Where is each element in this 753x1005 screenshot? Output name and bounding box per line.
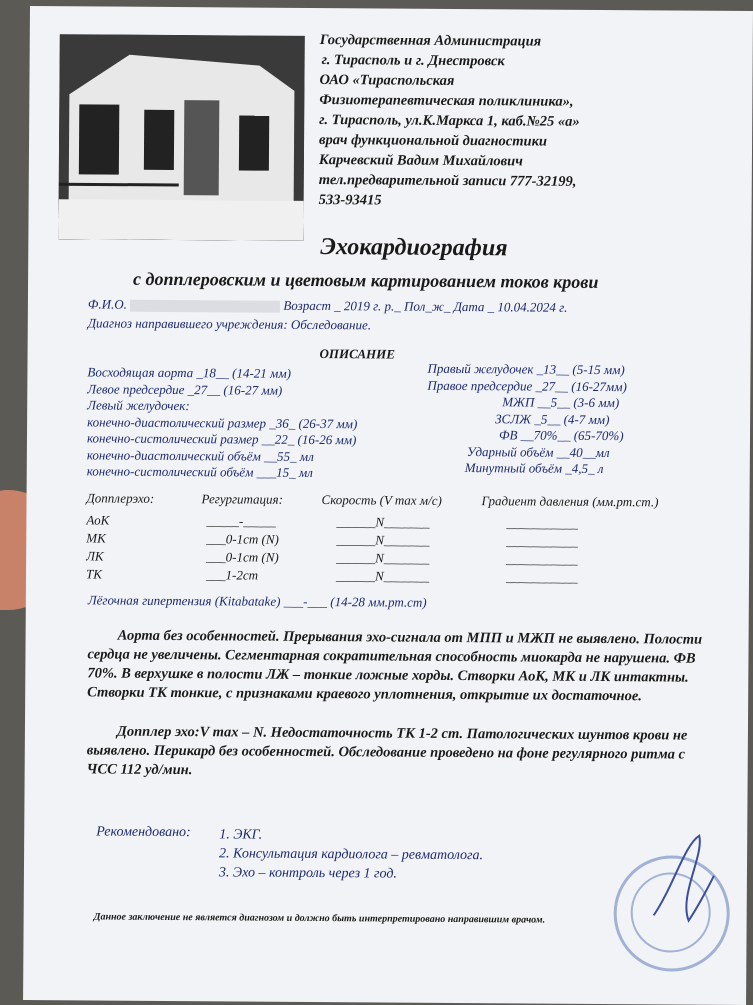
clinic-building-photo bbox=[58, 34, 304, 241]
recommendations-list bbox=[219, 825, 483, 884]
measure-item: Левое предсердие _27__ (16-27 мм) bbox=[87, 380, 283, 398]
doppler-col-header: Скорость (V max м/с) bbox=[321, 492, 442, 508]
grad-cell: ___________ bbox=[506, 515, 578, 531]
valve-cell: ТК bbox=[85, 566, 102, 582]
header-line: врач функциональной диагностики bbox=[319, 132, 548, 150]
measure-item: МЖП __5__ (3-6 мм) bbox=[502, 394, 620, 411]
header-line: Физиотерапевтическая поликлиника», bbox=[319, 92, 574, 110]
speed-cell: ______N_______ bbox=[336, 514, 430, 530]
header-line: Государственная Администрация bbox=[319, 32, 542, 50]
footer-disclaimer: Данное заключение не является диагнозом и должно быть интерпретировано направившим врачом. bbox=[93, 911, 546, 926]
speed-cell: ______N_______ bbox=[336, 532, 430, 548]
recommendation-item: 2. Консультация кардиолога – ревматолога. bbox=[219, 846, 484, 864]
section-heading: ОПИСАНИЕ bbox=[319, 346, 395, 362]
measure-item: Левый желудочек: bbox=[87, 397, 190, 414]
measure-item: конечно-диастолический объём __55_ мл bbox=[86, 446, 314, 464]
measure-item: Правый желудочек _13__ (5-15 мм) bbox=[427, 360, 625, 378]
measure-item: Восходящая аорта _18__ (14-21 мм) bbox=[87, 364, 292, 381]
right-measures bbox=[427, 361, 698, 478]
pulm-hypertension-line: Лёгочная гипертензия (Kitabatake) ___-___ (14-28 мм.рт.ст) bbox=[87, 592, 427, 610]
reg-cell: ___0-1cm (N) bbox=[206, 531, 279, 547]
doppler-table bbox=[86, 490, 727, 588]
conclusion-paragraph: Аорта без особенностей. Прерывания эхо-сигнала от МПП и МЖП не выявлено. Полости сердца не увеличены. Сегментарная сократительная способность миокарда не нарушена. ФВ 70%. В верхушке в полости ЛЖ – тонкие ложные хорды. Створки АоК, МК и ЛК интактны. Створки ТК тонкие, с признаками краевого уплотнения, открытие их достаточное. bbox=[87, 627, 703, 705]
speed-cell: ______N_______ bbox=[336, 550, 430, 566]
grad-cell: ___________ bbox=[506, 533, 578, 549]
valve-cell: АоК bbox=[86, 512, 110, 528]
header-line: 533-93415 bbox=[318, 192, 382, 209]
reg-cell: _____-_____ bbox=[206, 513, 276, 529]
doppler-col-header: Градиент давления (мм.рт.ст.) bbox=[481, 493, 659, 510]
measure-item: Ударный объём __40__мл bbox=[466, 443, 610, 460]
measure-item: ЗСЛЖ _5__ (4-7 мм) bbox=[495, 410, 610, 427]
speed-cell: ______N_______ bbox=[335, 568, 430, 584]
sex-field: Пол_ж_ bbox=[404, 298, 451, 314]
patient-line bbox=[88, 296, 568, 315]
recommendation-item: 3. Эхо – контроль через 1 год. bbox=[218, 865, 397, 882]
diagnosis-line: Диагноз направившего учреждения: Обследование. bbox=[87, 315, 372, 333]
reg-cell: ___0-1cm (N) bbox=[206, 549, 279, 565]
header-line: г. Тирасполь, ул.К.Маркса 1, каб.№25 «а» bbox=[319, 112, 580, 130]
measure-item: конечно-диастолический размер _36_ (26-37 мм) bbox=[87, 413, 358, 431]
page-title: Эхокардиография bbox=[320, 234, 508, 262]
header-line: ОАО «Тираспольская bbox=[319, 72, 455, 89]
header-line: тел.предварительной записи 777-32199, bbox=[318, 172, 577, 190]
measure-item: конечно-систолический объём ___15_ мл bbox=[86, 463, 313, 480]
reg-cell: ___1-2cm bbox=[205, 567, 259, 583]
age-field: Возраст _ 2019 г. р._ bbox=[283, 297, 401, 314]
document-page bbox=[23, 6, 753, 1005]
recommendation-item: 1. ЭКГ. bbox=[219, 827, 263, 843]
doppler-col-header: Допплерэхо: bbox=[86, 490, 155, 506]
page-subtitle: с допплеровским и цветовым картированием токов крови bbox=[133, 268, 599, 292]
doppler-col-header: Регургитация: bbox=[201, 491, 284, 507]
left-measures bbox=[87, 364, 358, 481]
measure-item: ФВ __70%__ (65-70%) bbox=[498, 427, 624, 444]
header-line: г. Тирасполь и г. Днестровск bbox=[321, 52, 505, 70]
conclusion-paragraph: Допплер эхо:V max – N. Недостаточность ТК 1-2 ст. Патологических шунтов крови не выявлено. Перикард без особенностей. Обследование проведено на фоне регулярного ритма с ЧСС 112 уд/мин. bbox=[86, 723, 688, 779]
grad-cell: ___________ bbox=[506, 551, 578, 567]
valve-cell: ЛК bbox=[86, 548, 104, 564]
measure-item: Правое предсердие _27__ (16-27мм) bbox=[427, 377, 627, 394]
fio-label: Ф.И.О. bbox=[87, 296, 127, 312]
valve-cell: МК bbox=[86, 530, 106, 546]
header-line: Карчевский Вадим Михайлович bbox=[318, 152, 523, 170]
redacted-name bbox=[130, 300, 280, 313]
clinic-header bbox=[319, 30, 581, 212]
recommendations-label: Рекомендовано: bbox=[96, 824, 191, 841]
signature bbox=[644, 825, 725, 936]
grad-cell: ___________ bbox=[505, 569, 578, 585]
measure-item: конечно-систолический размер __22_ (16-26 мм) bbox=[86, 430, 357, 448]
measure-item: Минутный объём _4,5_ л bbox=[464, 460, 604, 477]
date-field: Дата _ 10.04.2024 г. bbox=[453, 298, 568, 315]
table-row bbox=[86, 566, 726, 588]
